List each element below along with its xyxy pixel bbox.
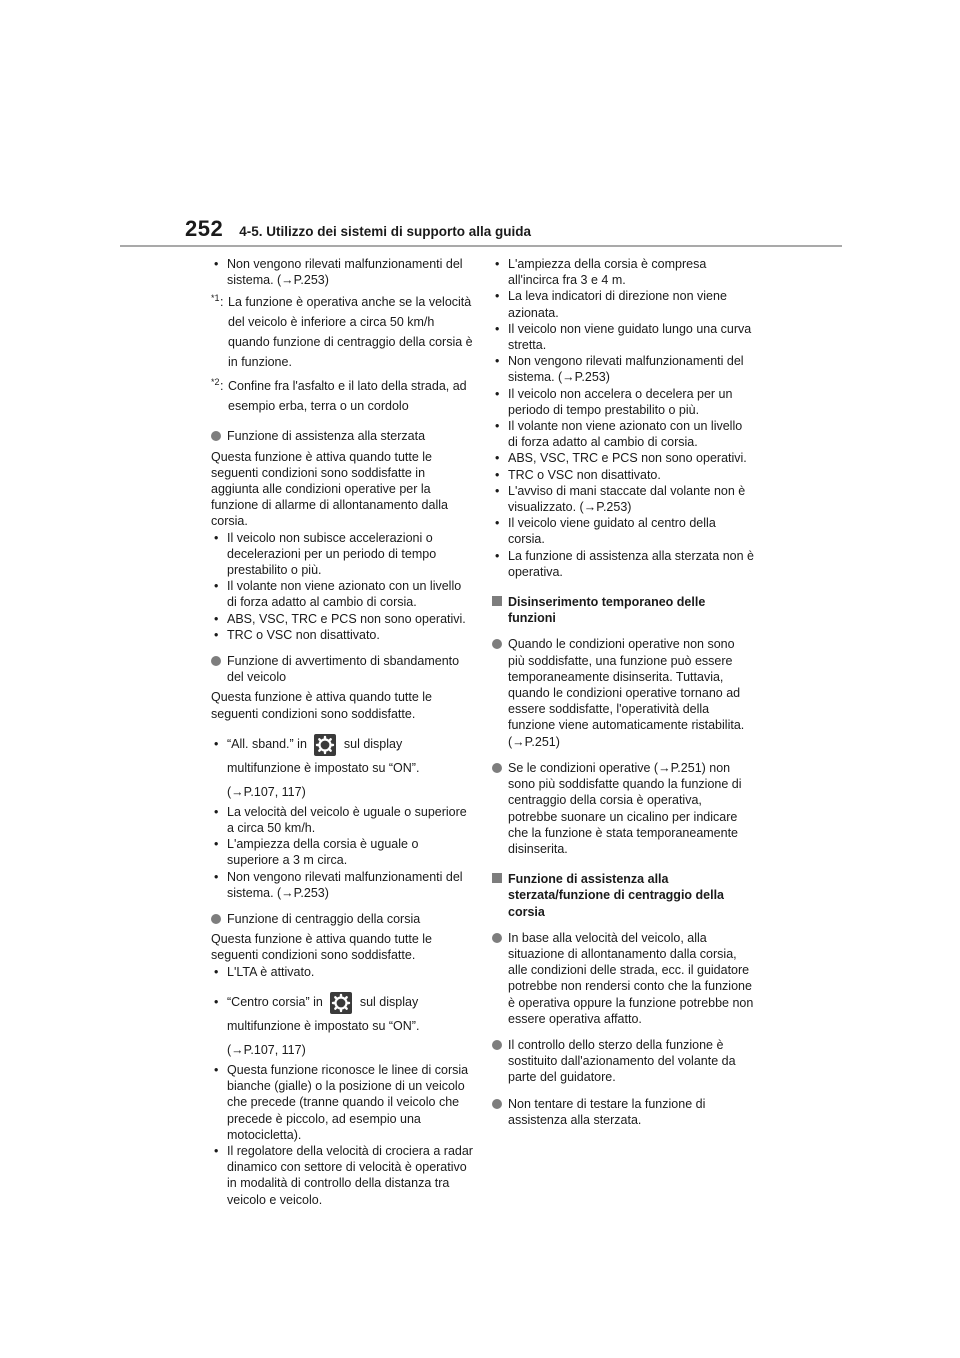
footnote-text: La funzione è operativa anche se la velocità del veicolo è inferiore a circa 50 km/h quando funzione di centraggio della corsia è in funzione. — [228, 295, 473, 370]
list-item: • “All. sband.” in sul display multifunzione è impostato su “ON”. (→P.107, 117) — [211, 732, 473, 804]
list-item: • Non vengono rilevati malfunzionamenti del sistema. (→P.253) — [492, 353, 754, 385]
header-rule — [120, 245, 842, 247]
list-item: • L'ampiezza della corsia è uguale o superiore a 3 m circa. — [211, 836, 473, 868]
page-header — [185, 216, 531, 246]
section-square-icon — [492, 873, 502, 883]
list-item: • ABS, VSC, TRC e PCS non sono operativi. — [211, 611, 473, 627]
note-item: Quando le condizioni operative non sono più soddisfatte, una funzione può essere temporaneamente disinserita. Tuttavia, quando le condizioni operative tornano ad essere soddisfatte, l'operatività della funzione viene automaticamente ristabilita. (→P.251) — [492, 636, 754, 749]
paragraph: Questa funzione è attiva quando tutte le seguenti condizioni sono soddisfatte. — [211, 690, 432, 721]
bullet-dot-icon — [211, 656, 221, 666]
list-item: • TRC o VSC non disattivato. — [492, 467, 754, 483]
list-item: • Il veicolo viene guidato al centro della corsia. — [492, 515, 754, 547]
list-item: • Il regolatore della velocità di crociera a radar dinamico con settore di velocità è operativo in modalità di controllo della distanza tra veicolo e veicolo. — [211, 1143, 473, 1208]
settings-gear-icon — [330, 992, 352, 1014]
list-item: • Il veicolo non subisce accelerazioni o decelerazioni per un periodo di tempo prestabilito o più. — [211, 530, 473, 579]
section-square-icon — [492, 596, 502, 606]
note-item: Il controllo dello sterzo della funzione è sostituito dall'azionamento del volante da parte del guidatore. — [492, 1037, 754, 1086]
list-item: • Non vengono rilevati malfunzionamenti del sistema. (→P.253) — [211, 256, 473, 288]
paragraph: Questa funzione è attiva quando tutte le seguenti condizioni sono soddisfatte. — [211, 932, 432, 963]
left-column — [211, 256, 473, 1208]
section-heading: Funzione di avvertimento di sbandamento del veicolo — [211, 653, 473, 685]
note-item: In base alla velocità del veicolo, alla situazione di allontanamento dalla corsia, alle condizioni delle strada, ecc. il guidatore potrebbe non rendersi conto che la funzione è operativa oppure la funzione potrebbe non essere operativa affatto. — [492, 930, 754, 1027]
list-item: • “Centro corsia” in sul display multifunzione è impostato su “ON”. (→P.107, 117) — [211, 990, 473, 1062]
section-heading: Funzione di centraggio della corsia — [211, 911, 473, 927]
footnote-text: Confine fra l'asfalto e il lato della strada, ad esempio erba, terra o un cordolo — [228, 379, 467, 414]
list-item: • La leva indicatori di direzione non viene azionata. — [492, 288, 754, 320]
note-item: Se le condizioni operative (→P.251) non sono più soddisfatte quando la funzione di centraggio della corsia è operativa, potrebbe suonare un cicalino per indicare che la funzione è stata temporaneamente disinserita. — [492, 760, 754, 857]
list-item: • Il veicolo non viene guidato lungo una curva stretta. — [492, 321, 754, 353]
section-heading: Funzione di assistenza alla sterzata — [211, 428, 473, 444]
page-number: 252 — [185, 216, 224, 241]
bullet-dot-icon — [492, 1099, 502, 1109]
list-item: • Il volante non viene azionato con un livello di forza adatto al cambio di corsia. — [492, 418, 754, 450]
right-column — [492, 256, 754, 1128]
bullet-dot-icon — [211, 431, 221, 441]
bullet-dot-icon — [492, 763, 502, 773]
bullet-dot-icon — [492, 639, 502, 649]
list-item: • Il veicolo non accelera o decelera per un periodo di tempo prestabilito o più. — [492, 386, 754, 418]
list-item: • Questa funzione riconosce le linee di corsia bianche (gialle) o la posizione di un veicolo che precede (tranne quando il veicolo che precede è piccolo, ad esempio una motocicletta). — [211, 1062, 473, 1143]
bullet-dot-icon — [211, 914, 221, 924]
footnote-2: *2 : Confine fra l'asfalto e il lato della strada, ad esempio erba, terra o un cordolo — [211, 376, 473, 416]
list-item: • La velocità del veicolo è uguale o superiore a circa 50 km/h. — [211, 804, 473, 836]
bullet-dot-icon — [492, 1040, 502, 1050]
section-heading: Disinserimento temporaneo delle funzioni — [492, 594, 754, 626]
footnote-marker: *2 — [211, 377, 220, 388]
list-item: • L'avviso di mani staccate dal volante non è visualizzato. (→P.253) — [492, 483, 754, 515]
list-item: • L'ampiezza della corsia è compresa all'incirca fra 3 e 4 m. — [492, 256, 754, 288]
list-item: • TRC o VSC non disattivato. — [211, 627, 473, 643]
list-item: • L'LTA è attivato. — [211, 964, 473, 980]
footnote-marker: *1 — [211, 293, 220, 304]
chapter-title: 4-5. Utilizzo dei sistemi di supporto alla guida — [239, 224, 532, 239]
paragraph: Questa funzione è attiva quando tutte le seguenti condizioni sono soddisfatte in aggiunta alle condizioni operative per la funzione di allarme di allontanamento dalla corsia. — [211, 449, 448, 529]
section-heading: Funzione di assistenza alla sterzata/funzione di centraggio della corsia — [492, 871, 754, 920]
bullet-dot-icon — [492, 933, 502, 943]
footnote-1: *1 : La funzione è operativa anche se la velocità del veicolo è inferiore a circa 50 km/h quando funzione di centraggio della corsia è in funzione. — [211, 292, 473, 372]
note-item: Non tentare di testare la funzione di assistenza alla sterzata. — [492, 1096, 754, 1128]
list-item: • ABS, VSC, TRC e PCS non sono operativi. — [492, 450, 754, 466]
list-item: • Non vengono rilevati malfunzionamenti del sistema. (→P.253) — [211, 869, 473, 901]
settings-gear-icon — [314, 734, 336, 756]
list-item: • La funzione di assistenza alla sterzata non è operativa. — [492, 548, 754, 580]
list-item: • Il volante non viene azionato con un livello di forza adatto al cambio di corsia. — [211, 578, 473, 610]
